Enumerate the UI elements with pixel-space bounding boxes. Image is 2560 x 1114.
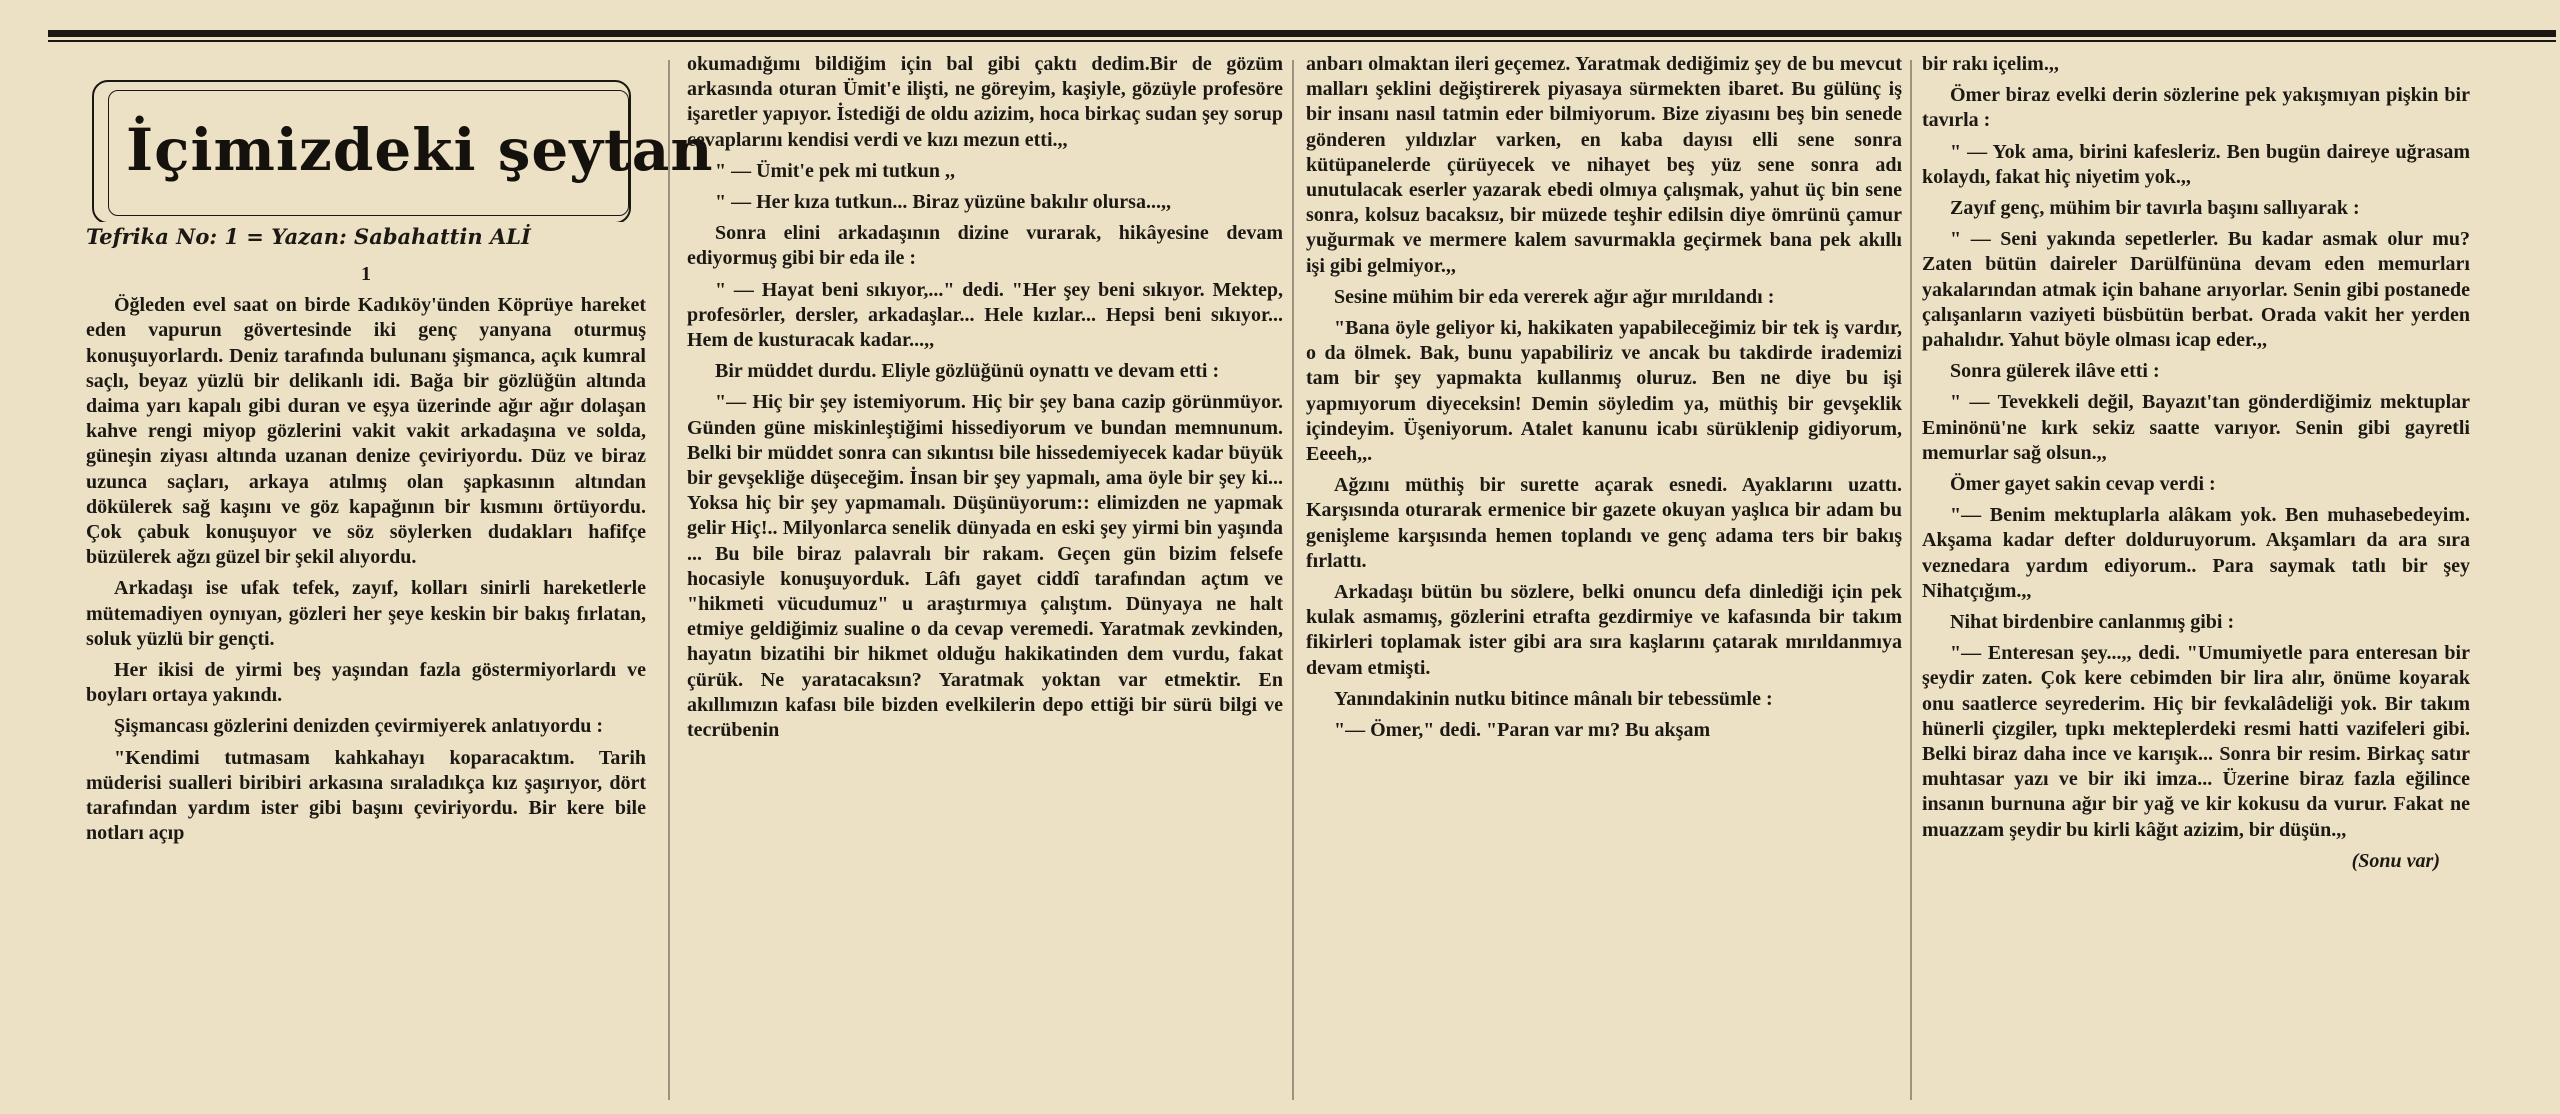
paragraph: Her ikisi de yirmi beş yaşından fazla göstermiyorlardı ve boyları ortaya yakındı. bbox=[86, 659, 646, 707]
paragraph: Arkadaşı ise ufak tefek, zayıf, kolları sinirli hareketlerle mütemadiyen oynıyan, gözleri her şeye keskin bir bakış fırlatan, soluk yüzlü bir gençti. bbox=[86, 577, 646, 650]
title-box bbox=[86, 80, 714, 252]
paragraph: Sesine mühim bir eda vererek ağır ağır mırıldandı : bbox=[1334, 285, 1775, 308]
top-rule bbox=[48, 30, 2556, 37]
column-divider bbox=[668, 60, 670, 1100]
paragraph: Zayıf genç, mühim bir tavırla başını sallıyarak : bbox=[1950, 197, 2360, 220]
section-number: 1 bbox=[361, 263, 371, 285]
paragraph: Yanındakinin nutku bitince mânalı bir tebessümle : bbox=[1334, 687, 1773, 710]
paragraph: " — Seni yakında sepetlerler. Bu kadar asmak olur mu? Zaten bütün daireler Darülfününa devam eden memurları yakalarından atmak için bahane arıyorlar. Senin gibi postanede çalışanların vaziyeti büsbütün berbat. Orada vakit her yerden pahalıdır. Yahut böyle olması icap eder.,, bbox=[1922, 228, 2470, 352]
column-divider bbox=[1292, 60, 1294, 1100]
paragraph: Şişmancası gözlerini denizden çevirmiyerek anlatıyordu : bbox=[114, 715, 604, 738]
paragraph: okumadığımı bildiğim için bal gibi çaktı dedim.Bir de gözüm arkasında oturan Ümit'e ilişti, ne göreyim, kaşiyle, gözüyle profesöre işaretler yapıyor. İstediği de oldu azizim, hoca birkaç sudan şey sorup cevaplarını kendisi verdi ve kızı mezun etti.,, bbox=[687, 53, 1283, 151]
paragraph: Arkadaşı bütün bu sözlere, belki onuncu defa dinlediği için pek kulak asmamış, gözlerini etrafta gezdirmiye ve kafasında bir takım fikirleri toplamak ister gibi ara sıra kaşlarını çatarak mırıldanmıya devam etmişti. bbox=[1306, 581, 1902, 679]
paragraph: Bir müddet durdu. Eliyle gözlüğünü oynattı ve devam etti : bbox=[715, 360, 1220, 383]
paragraph: anbarı olmaktan ileri geçemez. Yaratmak dediğimiz şey de bu mevcut malları şeklini değiştirerek piyasaya sürmekten ibaret. Bu gülünç iş bir insanı nasıl tatmin eder bilmiyorum. Bize ziyasını beş bin senede gönderen yıldızlar varken, en kaba dayısı elli sene sonra kütüpanelerde çürüyecek ve nihayet beş yüz sene sonra adı unutulacak eserler yazarak ebedi olmıya çalışmak, yahut üç bin sene sonra, kolsuz bacaksız, bir müzede teşhir edilsin diye ömrünü çamur yuğurmak ve mermere kalem savurmakla geçirmek bana pek akıllı işi gibi gelmiyor.,, bbox=[1306, 53, 1902, 277]
continued-note: (Sonu var) bbox=[2351, 849, 2440, 872]
paragraph: " — Yok ama, birini kafesleriz. Ben bugün daireye uğrasam kolaydı, fakat hiç niyetim yok.,, bbox=[1922, 140, 2470, 188]
paragraph: "Bana öyle geliyor ki, hakikaten yapabileceğimiz bir tek iş vardır, o da ölmek. Bak, bunu yapabiliriz ve ancak bu takdirde irademizi tam bir şey yapmakta kullanmış oluruz. Ben ne diye bu işi yapmıyorum diyeceksin! Demin söyledim ya, müthiş bir gevşeklik içindeyim. Üşeniyorum. Atalet kanunu icabı sürüklenip gidiyorum, Eeeeh,,. bbox=[1306, 317, 1902, 466]
article-column-1 bbox=[86, 52, 714, 1107]
paragraph: "Kendimi tutmasam kahkahayı koparacaktım. Tarih müderisi sualleri biribiri arkasına sıraladıkça kız şaşırıyor, dört tarafından yardım ister gibi başını çeviriyordu. Bir kere bile notları açıp bbox=[86, 746, 646, 845]
paragraph: Öğleden evel saat on birde Kadıköy'ünden Köprüye hareket eden vapurun gövertesinde iki genç yanyana oturmuş konuşuyorlardı. Deniz tarafında bulunanı şişmanca, açık kumral saçlı, beyaz yüzlü bir delikanlı idi. Bağa bir gözlüğün altında daima yarı kapalı gibi duran ve eşya üzerinde ağır ağır dolaşan kahve rengi miyop gözlerini vakit vakit arkadaşına ve solda, güneşin ziyası altında uzanan denize çeviriyordu. Düz ve biraz uzunca saçları, arkaya atılmış olan şapkasının altından dökülerek sağ kaşını ve göz kapağının bir kısmını örtüyordu. Çok çabuk konuşuyor ve söz söylerken dudakları hafifçe büzülerek ağzı güzel bir şekil alıyordu. bbox=[86, 294, 646, 569]
column-divider bbox=[1910, 60, 1912, 1100]
paragraph: "— Hiç bir şey istemiyorum. Hiç bir şey bana cazip görünmüyor. Günden güne miskinleştiğimi hissediyorum ve bundan memnunum. Belki bir müddet sonra can sıkıntısı bile hissedemiyecek kadar büyük bir gevşekliğe düşeceğim. İnsan bir şey yapmalı, ama öyle bir şey ki... Yoksa hiç bir şey yapmamalı. Düşünüyorum:: elimizden ne yapmak gelir Hiç!.. Milyonlarca senelik dünyada en eski şey yirmi bin yaşında ... Bu bile biraz palavralı bir rakam. Geçen gün bizim felsefe hocasiyle konuşuyorduk. Lâfı gayet ciddî tarafından açtım ve "hikmeti vücudumuz" u araştırmıya çalıştım. Dünyaya ne halt etmiye geldiğimiz sualine o da cevap veremedi. Yaratmak zevkinden, hayatın bizatihi bir hikmet olduğu hakikatinden dem vurdu, fakat çürük. Ne yaratacaksın? Yaratmak yoktan var etmektir. En akıllımızın kafası bile bizden evelkilerin depo ettiği bir sürü bilgi ve tecrübenin bbox=[687, 391, 1283, 742]
paragraph: Sonra elini arkadaşının dizine vurarak, hikâyesine devam ediyormuş gibi bir eda ile : bbox=[687, 222, 1283, 270]
article-column-3 bbox=[1306, 52, 1902, 1107]
byline: Tefrika No: 1 = Yazan: Sabahattin ALİ bbox=[86, 222, 646, 252]
paragraph: Ömer biraz evelki derin sözlerine pek yakışmıyan pişkin bir tavırla : bbox=[1922, 84, 2470, 132]
paragraph: " — Her kıza tutkun... Biraz yüzüne bakılır olursa...,, bbox=[715, 191, 1171, 214]
article-column-4 bbox=[1922, 52, 2470, 1107]
paragraph: "— Ömer," dedi. "Paran var mı? Bu akşam bbox=[1334, 719, 1711, 742]
paragraph: " — Ümit'e pek mi tutkun ,, bbox=[715, 159, 956, 182]
paragraph: Nihat birdenbire canlanmış gibi : bbox=[1950, 611, 2235, 634]
paragraph: "— Benim mektuplarla alâkam yok. Ben muhasebedeyim. Akşama kadar defter dolduruyorum. Akşamları da ara sıra veznedara yardım ediyorum.. Para saymak tatlı bir şey Nihatçığım.,, bbox=[1922, 504, 2470, 602]
paragraph: bir rakı içelim.,, bbox=[1922, 53, 2059, 75]
article-column-2 bbox=[687, 52, 1283, 1107]
paragraph: "— Enteresan şey...,, dedi. "Umumiyetle para enteresan bir şeydir zaten. Çok kere cebimden bir lira alır, önüme koyarak onu saatlerce seyrederim. Hiç bir fevkalâdeliği yok. Bir takım hünerli çizgiler, tıpkı mekteplerdeki resmi hatti vazifeleri gibi. Belki biraz daha ince ve karışık... Sonra bir resim. Birkaç satır muhtasar yazı ve bir iki imza... Üzerine biraz fazla eğilince insanın burnuna ağır bir yağ ve kir kokusu da vurur. Fakat ne muazzam şeydir bu kirli kâğıt azizim, bir düşün.,, bbox=[1922, 642, 2470, 841]
article-title: İçimizdeki şeytan bbox=[126, 116, 714, 184]
paragraph: Ömer gayet sakin cevap verdi : bbox=[1950, 473, 2216, 496]
paragraph: " — Tevekkeli değil, Bayazıt'tan gönderdiğimiz mektuplar Eminönü'ne kırk sekiz saatte varıyor. Senin gibi gayretli memurlar sağ olsun.,, bbox=[1922, 391, 2470, 464]
paragraph: " — Hayat beni sıkıyor,..." dedi. "Her şey beni sıkıyor. Mektep, profesörler, dersler, arkadaşlar... Hele kızlar... Hepsi beni sıkıyor... Hem de kusturacak kadar...,, bbox=[687, 278, 1283, 352]
top-rule-thin bbox=[48, 40, 2556, 42]
paragraph: Ağzını müthiş bir surette açarak esnedi. Ayaklarını uzattı. Karşısında oturarak ermenice bir gazete okuyan yaşlıca bir adam bu genişleme karşısında hemen toplandı ve genç adama ters bir bakış fırlattı. bbox=[1306, 474, 1902, 572]
paragraph: Sonra gülerek ilâve etti : bbox=[1950, 360, 2160, 383]
